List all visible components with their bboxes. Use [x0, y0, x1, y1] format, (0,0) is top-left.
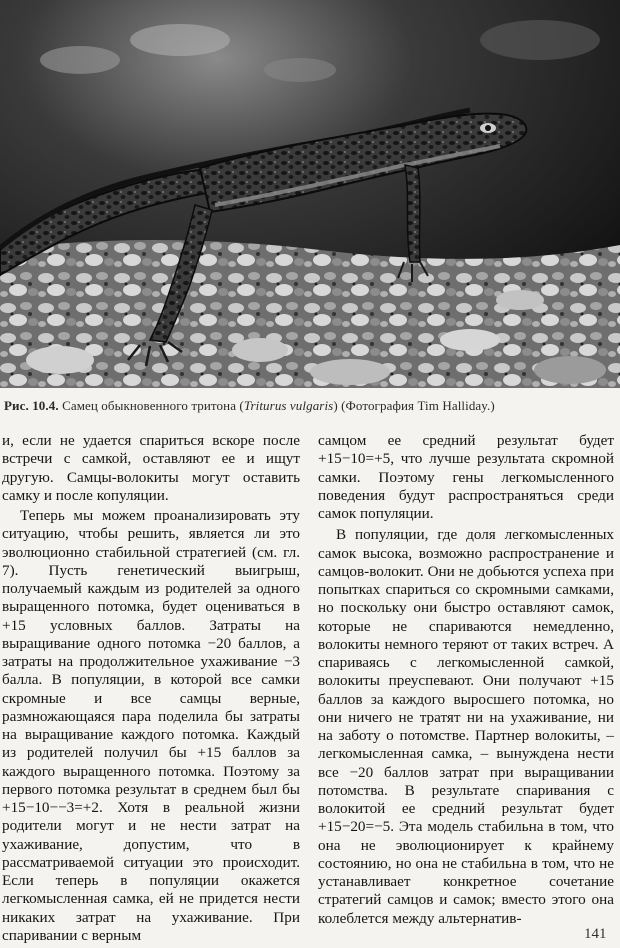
figure-caption [4, 398, 616, 414]
caption-end: ) (Фотография Tim Halliday.) [333, 398, 495, 413]
caption-text: Самец обыкновенного тритона ( [62, 398, 244, 413]
left-column [2, 432, 300, 945]
species-name: Triturus vulgaris [243, 398, 334, 413]
paragraph: Теперь мы можем проанализировать эту ситуацию, чтобы решить, является ли это эволюционно стабильной стратегией (см. гл. 7). Пусть генетический выигрыш, получаемый каждым из родителей за одного выращенного потомка, будет оцениваться в +15 условных баллов. Затраты на выращивание одного потомка −20 баллов, а затраты на продолжительное ухаживание −3 балла. В популяции, в которой все самки скромные и все самцы верные, размножающаяся пара поделила бы затраты на выращивание каждого потомка. Каждый из родителей получил бы +15 баллов за каждого выращенного потомка. Поэтому за первого потомка результат в среднем был бы +15−10−−3=+2. Хотя в реальной жизни родители могут и не нести затрат на ухаживание, допустим, что в рассматриваемой ситуации это происходит. Если теперь в популяции окажется легкомысленная самка, ей не придется нести никаких затрат на ухаживание. При спаривании с верным [2, 507, 300, 944]
paragraph: и, если не удается спариться вскоре после встречи с самкой, оставляют ее и ищут другую. Самцы-волокиты могут оставить самку и после копуляции. [2, 432, 300, 504]
paragraph: самцом ее средний результат будет +15−10=+5, что лучше результата скромной самки. Поэтому гены легкомысленного поведения будут распространяться среди самок популяции. [318, 432, 614, 522]
figure-label: Рис. 10.4. [4, 398, 59, 413]
newt-photograph [0, 0, 620, 388]
right-column [318, 432, 614, 928]
paragraph: В популяции, где доля легкомысленных самок высока, возможно распространение и самцов-волокит. Они не добьются успеха при попытках спариться со скромными самками, но поскольку они быстро оставляют самок, которые не спариваются немедленно, волокиты немного теряют от таких встреч. А спариваясь с легкомысленной самкой, волокиты преуспевают. Они получают +15 баллов за каждого выросшего потомка, но они ничего не тратят ни на ухаживание, ни на заботу о потомстве. Партнер волокиты, – легкомысленная самка, – вынуждена нести все −20 баллов затрат при выращивании потомства. В результате спаривания с волокитой ее средний результат будет +15−20=−5. Эта модель стабильна в том, что она не эволюционирует к крайнему состоянию, но она не стабильна в том, что не устанавливает конкретное сочетание стратегий самцов и самок; вместо этого она колеблется между альтернатив- [318, 526, 614, 927]
page-number: 141 [584, 926, 607, 942]
newt-illustration [0, 0, 620, 388]
